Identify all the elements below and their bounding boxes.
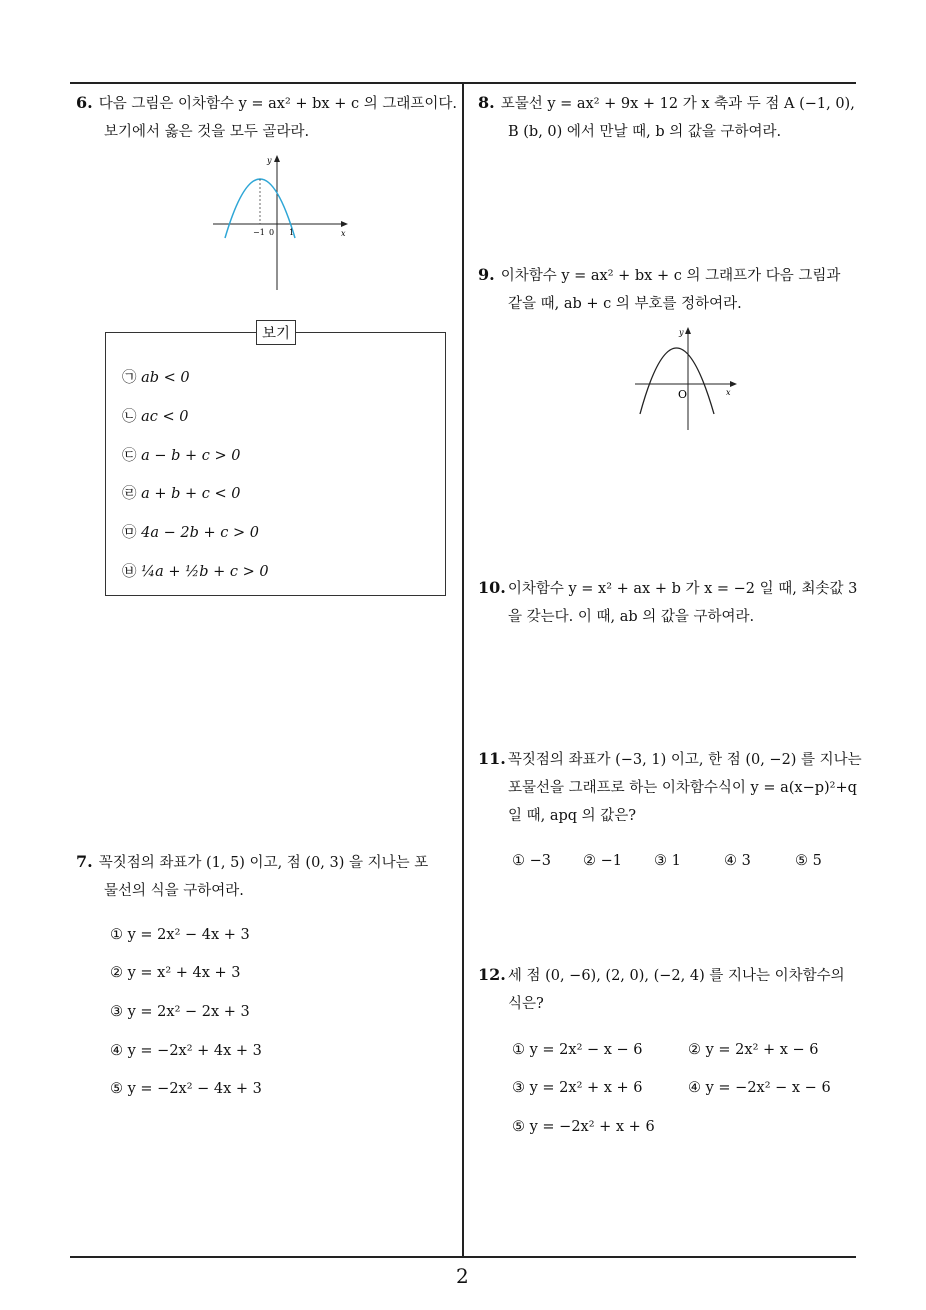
condition-5 bbox=[122, 521, 259, 542]
question-text: 세 점 (0, −6), (2, 0), (−2, 4) 를 지나는 이차함수의 bbox=[507, 968, 845, 984]
option-1[interactable]: ① y = 2x² − 4x + 3 bbox=[110, 927, 250, 943]
question-6 bbox=[76, 89, 460, 146]
option-5[interactable]: ⑤ y = −2x² + x + 6 bbox=[512, 1119, 655, 1135]
question-text: 이차함수 y = x² + ax + b 가 x = −2 일 때, 최솟값 3 bbox=[507, 581, 858, 597]
tick-zero: 0 bbox=[269, 228, 275, 237]
item-text: ac < 0 bbox=[141, 409, 189, 425]
condition-2 bbox=[122, 405, 188, 426]
condition-4 bbox=[122, 482, 241, 503]
question-number: 9. bbox=[478, 265, 495, 284]
option-2[interactable]: ② y = x² + 4x + 3 bbox=[110, 965, 241, 981]
item-text: 4a − 2b + c > 0 bbox=[141, 525, 259, 541]
item-text: ¼a + ½b + c > 0 bbox=[141, 564, 269, 580]
item-mark: ㉡ bbox=[122, 409, 137, 425]
question-text: 보기에서 옳은 것을 모두 골라라. bbox=[104, 124, 310, 140]
question-text: 포물선을 그래프로 하는 이차함수식이 y = a(x−p)²+q bbox=[508, 780, 857, 796]
item-mark: ㉠ bbox=[122, 370, 137, 386]
option-5[interactable]: ⑤ 5 bbox=[795, 853, 822, 869]
origin-label: O bbox=[678, 388, 688, 401]
question-number: 6. bbox=[76, 93, 93, 112]
item-text: ab < 0 bbox=[141, 370, 190, 386]
item-mark: ㉣ bbox=[122, 486, 137, 502]
question-7 bbox=[76, 848, 460, 905]
option-3[interactable]: ③ y = 2x² + x + 6 bbox=[512, 1080, 643, 1096]
bogi-label: 보기 bbox=[256, 320, 296, 345]
item-text: a + b + c < 0 bbox=[141, 486, 241, 502]
question-text: 꼭짓점의 좌표가 (1, 5) 이고, 점 (0, 3) 을 지나는 포 bbox=[98, 855, 429, 871]
question-text: 식은? bbox=[508, 996, 544, 1012]
page-number: 2 bbox=[456, 1264, 469, 1288]
question-11 bbox=[478, 745, 862, 830]
option-4[interactable]: ④ 3 bbox=[724, 853, 751, 869]
option-1[interactable]: ① y = 2x² − x − 6 bbox=[512, 1042, 643, 1058]
option-4[interactable]: ④ y = −2x² − x − 6 bbox=[688, 1080, 831, 1096]
option-3[interactable]: ③ y = 2x² − 2x + 3 bbox=[110, 1004, 250, 1020]
question-text: 꼭짓점의 좌표가 (−3, 1) 이고, 한 점 (0, −2) 를 지나는 bbox=[507, 752, 862, 768]
question-number: 7. bbox=[76, 852, 93, 871]
item-mark: ㉥ bbox=[122, 564, 137, 580]
item-mark: ㉤ bbox=[122, 525, 137, 541]
question-12 bbox=[478, 961, 862, 1018]
question-number: 8. bbox=[478, 93, 495, 112]
tick-one: 1 bbox=[289, 228, 295, 237]
option-5[interactable]: ⑤ y = −2x² − 4x + 3 bbox=[110, 1081, 262, 1097]
question-9 bbox=[478, 261, 862, 318]
item-text: a − b + c > 0 bbox=[141, 448, 241, 464]
question-text: 다음 그림은 이차함수 y = ax² + bx + c 의 그래프이다. bbox=[98, 96, 457, 112]
q9-parabola-graph bbox=[630, 322, 740, 434]
question-text: B (b, 0) 에서 만날 때, b 의 값을 구하여라. bbox=[508, 124, 782, 140]
y-axis-label: y bbox=[679, 328, 684, 337]
question-8 bbox=[478, 89, 862, 146]
item-mark: ㉢ bbox=[122, 448, 137, 464]
question-number: 10. bbox=[478, 578, 506, 597]
tick-neg-one: −1 bbox=[253, 228, 265, 237]
y-axis-label: y bbox=[267, 156, 272, 165]
x-axis-label: x bbox=[726, 388, 731, 397]
question-text: 물선의 식을 구하여라. bbox=[104, 883, 244, 899]
option-1[interactable]: ① −3 bbox=[512, 853, 551, 869]
option-4[interactable]: ④ y = −2x² + 4x + 3 bbox=[110, 1043, 262, 1059]
condition-1 bbox=[122, 366, 190, 387]
x-axis-label: x bbox=[341, 229, 346, 238]
condition-3 bbox=[122, 444, 241, 465]
condition-6 bbox=[122, 560, 269, 581]
question-number: 12. bbox=[478, 965, 506, 984]
question-10 bbox=[478, 574, 862, 631]
question-number: 11. bbox=[478, 749, 506, 768]
column-divider bbox=[462, 82, 464, 1257]
question-text: 일 때, apq 의 값은? bbox=[508, 808, 637, 824]
option-2[interactable]: ② y = 2x² + x − 6 bbox=[688, 1042, 819, 1058]
q6-parabola-graph bbox=[205, 150, 355, 295]
option-3[interactable]: ③ 1 bbox=[654, 853, 681, 869]
question-text: 같을 때, ab + c 의 부호를 정하여라. bbox=[508, 296, 742, 312]
question-text: 을 갖는다. 이 때, ab 의 값을 구하여라. bbox=[508, 609, 755, 625]
option-2[interactable]: ② −1 bbox=[583, 853, 622, 869]
question-text: 포물선 y = ax² + 9x + 12 가 x 축과 두 점 A (−1, 0), bbox=[500, 96, 855, 112]
question-text: 이차함수 y = ax² + bx + c 의 그래프가 다음 그림과 bbox=[500, 268, 841, 284]
